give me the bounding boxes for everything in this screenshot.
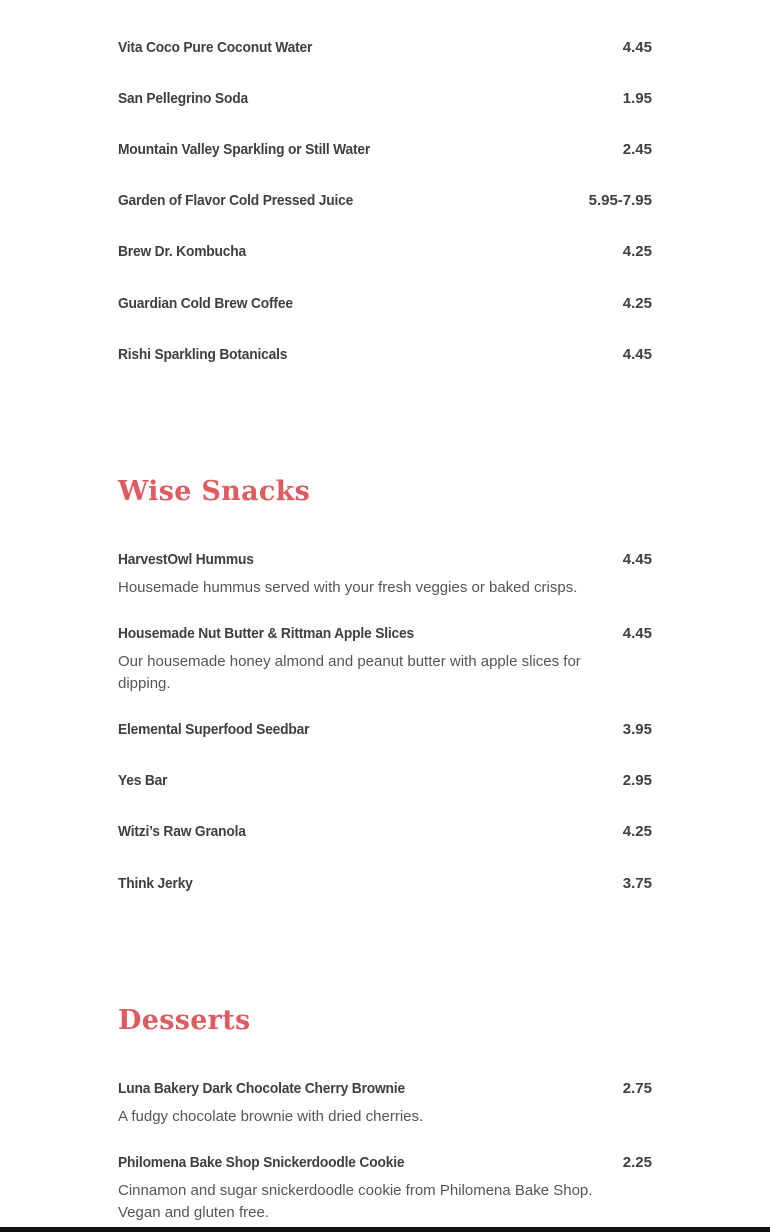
item-name: Philomena Bake Shop Snickerdoodle Cookie (118, 1154, 405, 1171)
menu-item (118, 771, 652, 791)
menu-item (118, 89, 652, 109)
item-price: 1.95 (622, 90, 652, 107)
menu-item (118, 874, 652, 894)
menu-item (118, 242, 652, 262)
item-price: 4.45 (622, 346, 652, 363)
item-price: 4.25 (622, 243, 652, 260)
item-name: Guardian Cold Brew Coffee (118, 295, 293, 312)
menu-item (118, 720, 652, 740)
item-price: 4.45 (622, 551, 652, 568)
section-title-desserts: Desserts (118, 1005, 251, 1036)
item-price: 4.25 (622, 823, 652, 840)
item-name: Housemade Nut Butter & Rittman Apple Slices (118, 625, 414, 642)
item-name: Think Jerky (118, 875, 193, 892)
item-name: Vita Coco Pure Coconut Water (118, 39, 313, 56)
item-name: Witzi’s Raw Granola (118, 823, 246, 840)
menu-item (118, 1079, 652, 1128)
item-price: 2.75 (622, 1080, 652, 1097)
item-description: Housemade hummus served with your fresh veggies or baked crisps. (118, 579, 578, 596)
item-price: 3.95 (622, 721, 652, 738)
item-name: HarvestOwl Hummus (118, 551, 254, 568)
item-description: Our housemade honey almond and peanut butter with apple slices for dipping. (118, 653, 581, 692)
menu-item (118, 1153, 652, 1224)
item-price: 5.95-7.95 (588, 192, 652, 209)
menu-item (118, 294, 652, 314)
item-name: Garden of Flavor Cold Pressed Juice (118, 192, 354, 209)
menu-item (118, 345, 652, 365)
menu-item (118, 822, 652, 842)
item-name: Rishi Sparkling Botanicals (118, 346, 288, 363)
section-title-snacks: Wise Snacks (118, 476, 311, 507)
item-name: Mountain Valley Sparkling or Still Water (118, 141, 371, 158)
item-price: 3.75 (622, 875, 652, 892)
item-price: 4.45 (622, 625, 652, 642)
menu-item (118, 550, 652, 599)
item-description: A fudgy chocolate brownie with dried cherries. (118, 1108, 424, 1125)
item-name: Luna Bakery Dark Chocolate Cherry Brownie (118, 1080, 405, 1097)
item-price: 4.45 (622, 39, 652, 56)
item-name: Brew Dr. Kombucha (118, 243, 247, 260)
item-price: 4.25 (622, 295, 652, 312)
item-name: Elemental Superfood Seedbar (118, 721, 310, 738)
item-price: 2.95 (622, 772, 652, 789)
menu-item (118, 38, 652, 58)
menu-item (118, 191, 652, 211)
menu-item (118, 624, 652, 695)
bottom-bar (0, 1227, 770, 1232)
item-price: 2.25 (622, 1154, 652, 1171)
item-name: Yes Bar (118, 772, 168, 789)
item-description: Cinnamon and sugar snickerdoodle cookie from Philomena Bake Shop. Vegan and gluten free. (118, 1182, 593, 1221)
item-name: San Pellegrino Soda (118, 90, 248, 107)
menu-item (118, 140, 652, 160)
item-price: 2.45 (622, 141, 652, 158)
